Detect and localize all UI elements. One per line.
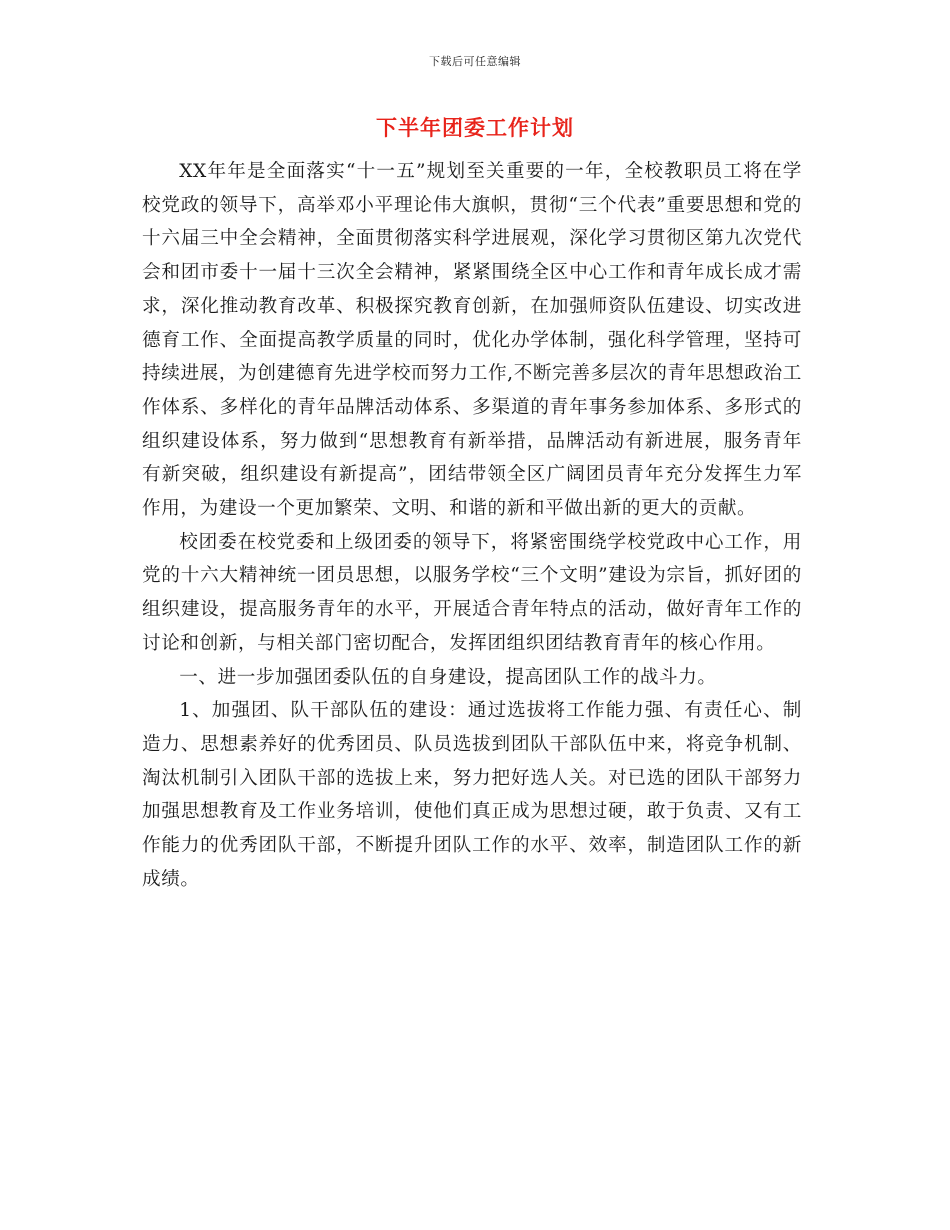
paragraph-intro: XX年年是全面落实“十一五”规划至关重要的一年，全校教职员工将在学校党政的领导下，高举邓小平理论伟大旗帜，贯彻“三个代表”重要思想和党的十六届三中全会精神，全面贯彻落实科学进展观，深化学习贯彻区第九次党代会和团市委十一届十三次全会精神，紧紧围绕全区中心工作和青年成长成才需求，深化推动教育改革、积极探究教育创新，在加强师资队伍建设、切实改进德育工作、全面提高教学质量的同时，优化办学体制，强化科学管理，坚持可持续进展，为创建德育先进学校而努力工作,不断完善多层次的青年思想政治工作体系、多样化的青年品牌活动体系、多渠道的青年事务参加体系、多形式的组织建设体系，努力做到“思想教育有新举措，品牌活动有新进展，服务青年有新突破，组织建设有新提高”，团结带领全区广阔团员青年充分发挥生力军作用，为建设一个更加繁荣、文明、和谐的新和平做出新的更大的贡献。 <box>142 161 802 520</box>
header-note: 下载后可任意编辑 <box>429 55 521 68</box>
document-body <box>142 155 802 896</box>
document-title: 下半年团委工作计划 <box>376 116 574 140</box>
paragraph-mission: 校团委在校党委和上级团委的领导下，将紧密围绕学校党政中心工作，用党的十六大精神统一团员思想，以服务学校“三个文明”建设为宗旨，抓好团的组织建设，提高服务青年的水平，开展适合青年特点的活动，做好青年工作的讨论和创新，与相关部门密切配合，发挥团组织团结教育青年的核心作用。 <box>142 531 802 654</box>
section-heading-1: 一、进一步加强团委队伍的自身建设，提高团队工作的战斗力。 <box>179 666 717 688</box>
paragraph-item-1: 1、加强团、队干部队伍的建设：通过选拔将工作能力强、有责任心、制造力、思想素养好的优秀团员、队员选拔到团队干部队伍中来，将竞争机制、淘汰机制引入团队干部的选拔上来，努力把好选人关。对已选的团队干部努力加强思想教育及工作业务培训，使他们真正成为思想过硬，敢于负责、又有工作能力的优秀团队干部，不断提升团队工作的水平、效率，制造团队工作的新成绩。 <box>142 700 802 890</box>
